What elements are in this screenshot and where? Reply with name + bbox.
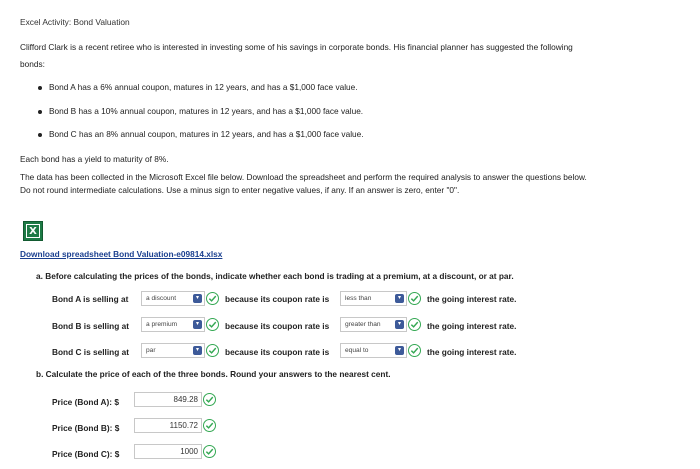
bond-b-comparison-select[interactable] — [340, 317, 407, 332]
check-circle-icon — [203, 445, 216, 458]
row-b-mid: because its coupon rate is — [225, 321, 330, 331]
bullet-icon — [38, 133, 42, 137]
part-b-question: b. Calculate the price of each of the three bonds. Round your answers to the nearest cent. — [36, 369, 391, 379]
bond-a-comparison-value: less than — [345, 295, 372, 302]
check-circle-icon — [408, 292, 421, 305]
bond-b-status-select[interactable] — [141, 317, 205, 332]
excel-icon-glyph: X — [26, 224, 40, 238]
price-bond-c-input[interactable]: 1000 — [134, 444, 202, 459]
bullet-icon — [38, 110, 42, 114]
bond-a-status-select[interactable] — [141, 291, 205, 306]
row-a-mid: because its coupon rate is — [225, 294, 330, 304]
excel-file-icon[interactable] — [23, 221, 43, 241]
row-b-tail: the going interest rate. — [427, 321, 517, 331]
dropdown-arrow-icon[interactable]: ▾ — [395, 294, 404, 303]
bond-a-description: Bond A has a 6% annual coupon, matures in 12 years, and has a $1,000 face value. — [49, 82, 358, 92]
download-spreadsheet-link[interactable]: Download spreadsheet Bond Valuation-e09814.xlsx — [20, 249, 223, 259]
bond-a-status-value: a discount — [146, 295, 177, 302]
bond-c-description: Bond C has an 8% annual coupon, matures in 12 years, and has a $1,000 face value. — [49, 129, 364, 139]
price-bond-b-input[interactable]: 1150.72 — [134, 418, 202, 433]
bond-c-comparison-value: equal to — [345, 347, 369, 354]
check-circle-icon — [408, 318, 421, 331]
dropdown-arrow-icon[interactable]: ▾ — [395, 346, 404, 355]
check-circle-icon — [206, 318, 219, 331]
check-circle-icon — [206, 292, 219, 305]
bond-b-status-value: a premium — [146, 321, 178, 328]
bond-c-status-select[interactable] — [141, 343, 205, 358]
check-circle-icon — [203, 419, 216, 432]
check-circle-icon — [203, 393, 216, 406]
dropdown-arrow-icon[interactable]: ▾ — [193, 294, 202, 303]
dropdown-arrow-icon[interactable]: ▾ — [193, 346, 202, 355]
row-a-tail: the going interest rate. — [427, 294, 517, 304]
bond-c-status-value: par — [146, 347, 156, 354]
bond-b-description: Bond B has a 10% annual coupon, matures in 12 years, and has a $1,000 face value. — [49, 106, 364, 116]
price-bond-b-label: Price (Bond B): $ — [52, 423, 120, 433]
part-a-question: a. Before calculating the prices of the bonds, indicate whether each bond is trading at a premium, at a discount, or at par. — [36, 271, 514, 281]
instructions-line-2: Do not round intermediate calculations. Use a minus sign to enter negative values, if any. If an answer is zero, enter "0". — [20, 185, 460, 195]
bond-b-comparison-value: greater than — [345, 321, 381, 328]
row-a-lead: Bond A is selling at — [52, 294, 129, 304]
bond-c-comparison-select[interactable] — [340, 343, 407, 358]
bond-a-comparison-select[interactable] — [340, 291, 407, 306]
page-title: Excel Activity: Bond Valuation — [20, 17, 130, 27]
ytm-text: Each bond has a yield to maturity of 8%. — [20, 154, 169, 164]
intro-text-line-2: bonds: — [20, 59, 45, 69]
check-circle-icon — [408, 344, 421, 357]
dropdown-arrow-icon[interactable]: ▾ — [193, 320, 202, 329]
intro-text-line-1: Clifford Clark is a recent retiree who is interested in investing some of his savings in corporate bonds. His financial planner has suggested the following — [20, 42, 573, 52]
check-circle-icon — [206, 344, 219, 357]
bullet-icon — [38, 86, 42, 90]
row-c-lead: Bond C is selling at — [52, 347, 129, 357]
price-bond-a-input[interactable]: 849.28 — [134, 392, 202, 407]
row-c-mid: because its coupon rate is — [225, 347, 330, 357]
instructions-line-1: The data has been collected in the Microsoft Excel file below. Download the spreadsheet and perform the required analysis to answer the questions below. — [20, 172, 587, 182]
price-bond-a-label: Price (Bond A): $ — [52, 397, 119, 407]
price-bond-c-label: Price (Bond C): $ — [52, 449, 120, 459]
row-c-tail: the going interest rate. — [427, 347, 517, 357]
dropdown-arrow-icon[interactable]: ▾ — [395, 320, 404, 329]
row-b-lead: Bond B is selling at — [52, 321, 129, 331]
